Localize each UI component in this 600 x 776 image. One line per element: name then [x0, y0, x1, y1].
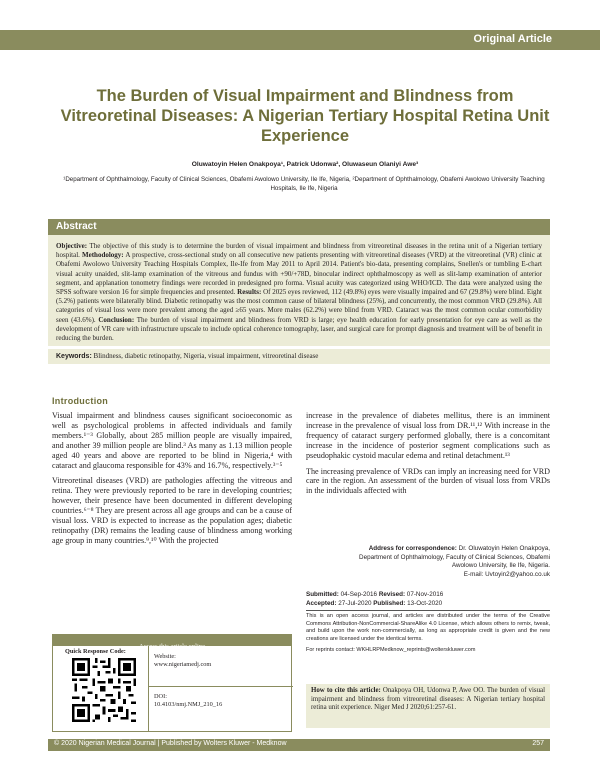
abstract-body — [48, 235, 550, 346]
revised-date: 07-Nov-2016 — [405, 591, 444, 598]
doi-cell — [154, 693, 222, 710]
correspondence-line-2: Department of Ophthalmology, Faculty of Clinical Sciences, Obafemi — [359, 553, 550, 561]
results-text: Of 2025 eyes reviewed, 112 (49.8%) eyes were visually impaired and 67 (29.8%) were blind. Eight (5.2%) patients were bilaterally blind. Diabetic retinopathy was the most common cause of bilateral blindness (25%), and concurrently, the most common VRD (29.8%). All categories of visual loss were more prevalent among the aged ≥65 years. More males (62.2%) were blind from VRD. Cataract was the most common ocular comorbidity seen (43.6%). — [56, 288, 542, 324]
abstract-heading-bar — [48, 219, 550, 235]
correspondence-email[interactable]: E-mail: Uvtoyin2@yahoo.co.uk — [463, 570, 550, 578]
correspondence-block — [306, 545, 550, 585]
published-label: Published: — [373, 599, 406, 607]
intro-paragraph-3: increase in the prevalence of diabetes mellitus, there is an imminent increase in the prevalence of visual loss from DR.¹¹,¹² With increase in the frequency of cataract surgery performed globally, there is a concomitant increase in the incidence of posterior segment complications such as pseudophakic cystoid macular edema and retinal detachment.¹³ — [306, 411, 550, 460]
section-band — [0, 30, 600, 50]
website-link[interactable]: www.nigeriamedj.com — [154, 661, 212, 669]
access-online-box — [52, 634, 292, 732]
license-text: This is an open access journal, and articles are distributed under the terms of the Creative Commons Attribution-NonCommercial-ShareAlike 4.0 License, which allows others to remix, tweak, and build upon the work non-commercially, as long as appropriate credit is given and the new creations are licensed under the identical terms. — [306, 613, 550, 642]
qr-label: Quick Response Code: — [65, 648, 126, 655]
how-to-cite-box — [306, 684, 550, 728]
results-label: Results: — [237, 288, 262, 297]
methodology-label: Methodology: — [82, 251, 124, 260]
right-column — [306, 411, 550, 502]
intro-paragraph-2: Vitreoretinal diseases (VRD) are pathologies affecting the vitreous and retina. They were previously reported to be rare in developing countries; however, their presence have been documented in different developing countries.⁶⁻⁸ They are present across all age groups and can be a cause of visual loss. VRD is expected to increase as the population ages; diabetic retinopathy (DR) remains the leading cause of blindness among working age group in many countries.⁹,¹⁰ With the projected — [52, 476, 292, 545]
revised-label: Revised: — [378, 591, 406, 598]
website-cell — [154, 653, 211, 670]
intro-paragraph-4: The increasing prevalence of VRDs can imply an increasing need for VRD care in the region. An assessment of the burden of visual loss from VRDs in the individuals affected with — [306, 466, 550, 496]
conclusion-label: Conclusion: — [98, 315, 135, 324]
page-footer — [48, 739, 550, 751]
qr-code-icon[interactable] — [72, 658, 136, 722]
conclusion-text: The burden of visual impairment and blindness from VRD is large; eye health education for early presentation for eye care as well as the development of VR care with infrastructure upscale to include optical coherence tomography, laser, and surgical care for prompt diagnosis and treatment will be of benefit in reducing the burden. — [56, 315, 542, 343]
published-date: 13-Oct-2020 — [405, 599, 443, 607]
affiliations: ¹Department of Ophthalmology, Faculty of Clinical Sciences, Obafemi Awolowo University, Ile Ife, Nigeria, ²Department of Ophthalmology, Obafemi Awolowo University Teaching Hospitals, Ile Ife, Nigeria — [63, 176, 545, 192]
access-heading-bar — [53, 635, 291, 650]
submitted-label: Submitted: — [306, 591, 339, 598]
how-to-cite-label: How to cite this article: — [311, 687, 381, 694]
reprints-contact[interactable]: For reprints contact: WKHLRPMedknow_reprints@wolterskluwer.com — [306, 647, 476, 654]
keywords-text: Blindness, diabetic retinopathy, Nigeria, visual impairment, vitreoretinal disease — [91, 352, 319, 360]
keywords-box — [48, 349, 550, 364]
access-heading: Access this article online — [138, 643, 206, 650]
access-vertical-divider — [148, 646, 149, 732]
doi-label: DOI: — [154, 693, 167, 700]
article-title: The Burden of Visual Impairment and Blindness from Vitreoretinal Diseases: A Nigerian Tertiary Hospital Retina Unit Experience — [60, 87, 550, 145]
footer-text: © 2020 Nigerian Medical Journal | Published by Wolters Kluwer - Medknow — [54, 740, 287, 747]
objective-text: The objective of this study is to determine the burden of visual impairment and blindness from vitreoretinal diseases in the retina unit of a Nigerian tertiary hospital. — [56, 242, 542, 260]
dates-block — [306, 591, 550, 611]
accepted-label: Accepted: — [306, 599, 337, 607]
correspondence-label: Address for correspondence: — [368, 545, 457, 552]
submitted-date: 04-Sep-2016 — [338, 591, 379, 598]
how-to-cite-text: Onakpoya OH, Udonwa P, Awe OO. The burden of visual impairment and blindness from vitreoretinal diseases: A Nigerian tertiary hospital retina unit experience. Niger Med J 2020;61:257-61. — [311, 687, 546, 712]
license-block — [306, 613, 550, 655]
section-label: Original Article — [473, 33, 552, 45]
author-list: Oluwatoyin Helen Onakpoya¹, Patrick Udonwa², Oluwaseun Olaniyi Awe³ — [191, 161, 419, 168]
abstract-heading: Abstract — [56, 221, 97, 232]
objective-label: Objective: — [56, 242, 88, 250]
doi-link[interactable]: 10.4103/nmj.NMJ_210_16 — [154, 701, 223, 709]
website-label: Website: — [154, 653, 176, 660]
introduction-heading: Introduction — [52, 396, 109, 406]
access-horizontal-divider — [148, 686, 293, 687]
correspondence-name: Dr. Oluwatoyin Helen Onakpoya, — [456, 545, 550, 552]
accepted-date: 27-Jul-2020 — [336, 599, 374, 607]
dates-divider — [306, 610, 550, 611]
methodology-text: A prospective, cross-sectional study on all consecutive new patients presenting with vitreoretinal diseases (VRD) at the vitreoretinal (VR) clinic at Obafemi Awolowo University Teaching Hospitals Complex, Ile-Ife from May 2011 to April 2014. Patient's bio-data, presenting complains, Snellen's or tumbling E-chart visual acuity unaided, slit-lamp examination of the vitreous and fundus with +90/+78D, binocular indirect ophthalmoscopy as well as slit-lamp examination of anterior segment, and applanation tonometry findings were recorded in predesigned pro forma. Visual acuity was categorized using WHO/ICD. The data were analyzed using the SPSS software version 16 for simple frequencies and presented. — [56, 251, 542, 297]
correspondence-line-3: Awolowo University, Ile Ife, Nigeria. — [451, 562, 550, 570]
page-number: 257 — [532, 740, 544, 747]
intro-paragraph-1: Visual impairment and blindness causes significant socioeconomic as well as psychological problems in affected individuals and family members.¹⁻³ Globally, about 285 million people are visually impaired, and another 39 million people are blind.³ As many as 1.13 million people aged 40 years and above are reported to be blind in Nigeria,⁴ with cataract and glaucoma responsible for 43% and 16.7%, respectively.³⁻⁵ — [52, 411, 292, 470]
left-column — [52, 411, 292, 552]
keywords-label: Keywords: — [56, 353, 92, 360]
